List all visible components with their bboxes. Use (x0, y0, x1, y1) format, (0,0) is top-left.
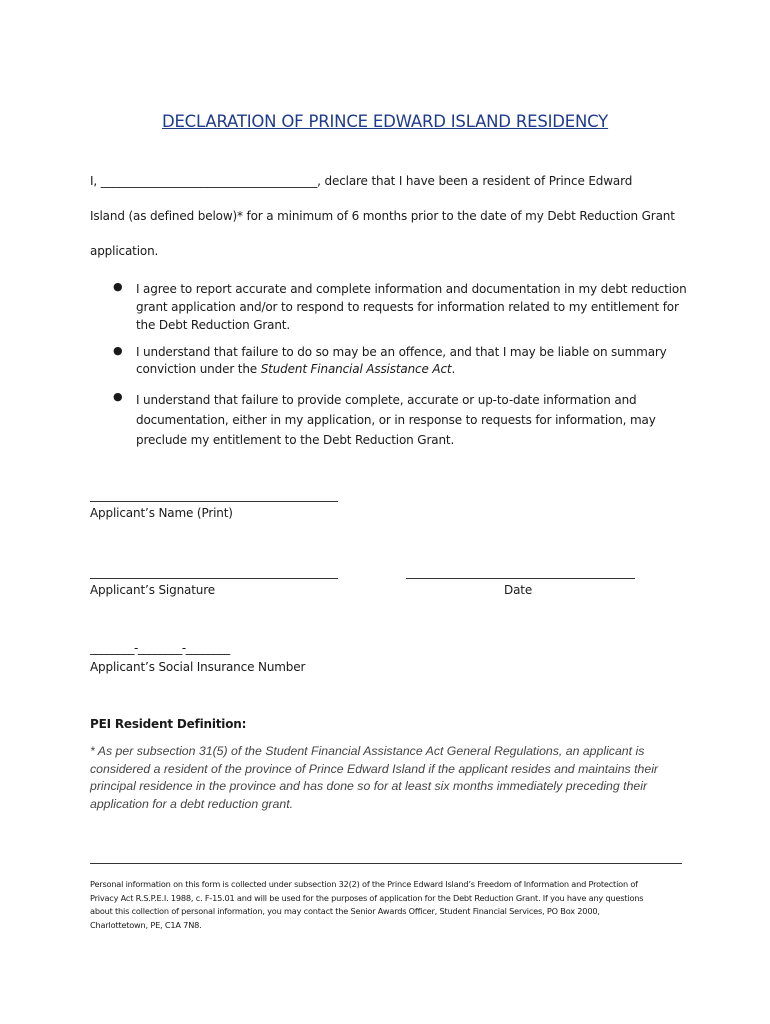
agreement-list (90, 280, 687, 460)
declaration-statement (90, 164, 690, 269)
list-item: ● I understand that failure to provide complete, accurate or up-to-date information and documentation, either in my application, or in response to requests for information, may preclude my entitlement to the Debt Reduction Grant. (113, 390, 656, 447)
signature-line[interactable] (90, 578, 338, 579)
definition-heading: PEI Resident Definition: (90, 717, 247, 731)
date-label: Date (504, 583, 533, 597)
list-item: ● I agree to report accurate and complete information and documentation in my debt reduction grant application and/or to respond to requests for information related to my entitlement for the Debt Reduction Grant. (113, 280, 687, 332)
bullet-icon: ● (113, 390, 123, 403)
declaration-line-1: I, _____________________________________, declare that I have been a resident of Prince Edward (90, 174, 633, 188)
footer-divider (90, 863, 682, 864)
name-signature-line[interactable] (90, 501, 338, 502)
declaration-line-3: application. (90, 244, 159, 258)
definition-text: * As per subsection 31(5) of the Student Financial Assistance Act General Regulations, an applicant is considered a resident of the province of Prince Edward Island if the applicant resides and maintains their principal residence in the province and has done so for at least six months immediately preceding their application for a debt reduction grant. (90, 744, 659, 811)
name-label: Applicant’s Name (Print) (90, 506, 233, 520)
list-item: ● I understand that failure to do so may be an offence, and that I may be liable on summary conviction under the Student Financial Assistance Act. (113, 344, 667, 376)
sin-label: Applicant’s Social Insurance Number (90, 660, 306, 674)
privacy-notice: Personal information on this form is collected under subsection 32(2) of the Prince Edward Island’s Freedom of Information and Protection of Privacy Act R.S.P.E.I. 1988, c. F-15.01 and will be used for the purposes of application for the Debt Reduction Grant. If you have any questions about this collection of personal information, you may contact the Senior Awards Officer, Student Financial Services, PO Box 2000, Charlottetown, PE, C1A 7N8. (90, 879, 644, 930)
act-name: Student Financial Assistance Act (260, 362, 452, 376)
declaration-line-2: Island (as defined below)* for a minimum of 6 months prior to the date of my Debt Reduction Grant (90, 209, 675, 223)
date-line[interactable] (406, 578, 635, 579)
signature-label: Applicant’s Signature (90, 583, 215, 597)
sin-field[interactable]: ________-________-________ (90, 641, 230, 655)
document-title: DECLARATION OF PRINCE EDWARD ISLAND RESIDENCY (161, 112, 609, 131)
bullet-icon: ● (113, 280, 123, 293)
bullet-icon: ● (113, 344, 123, 357)
